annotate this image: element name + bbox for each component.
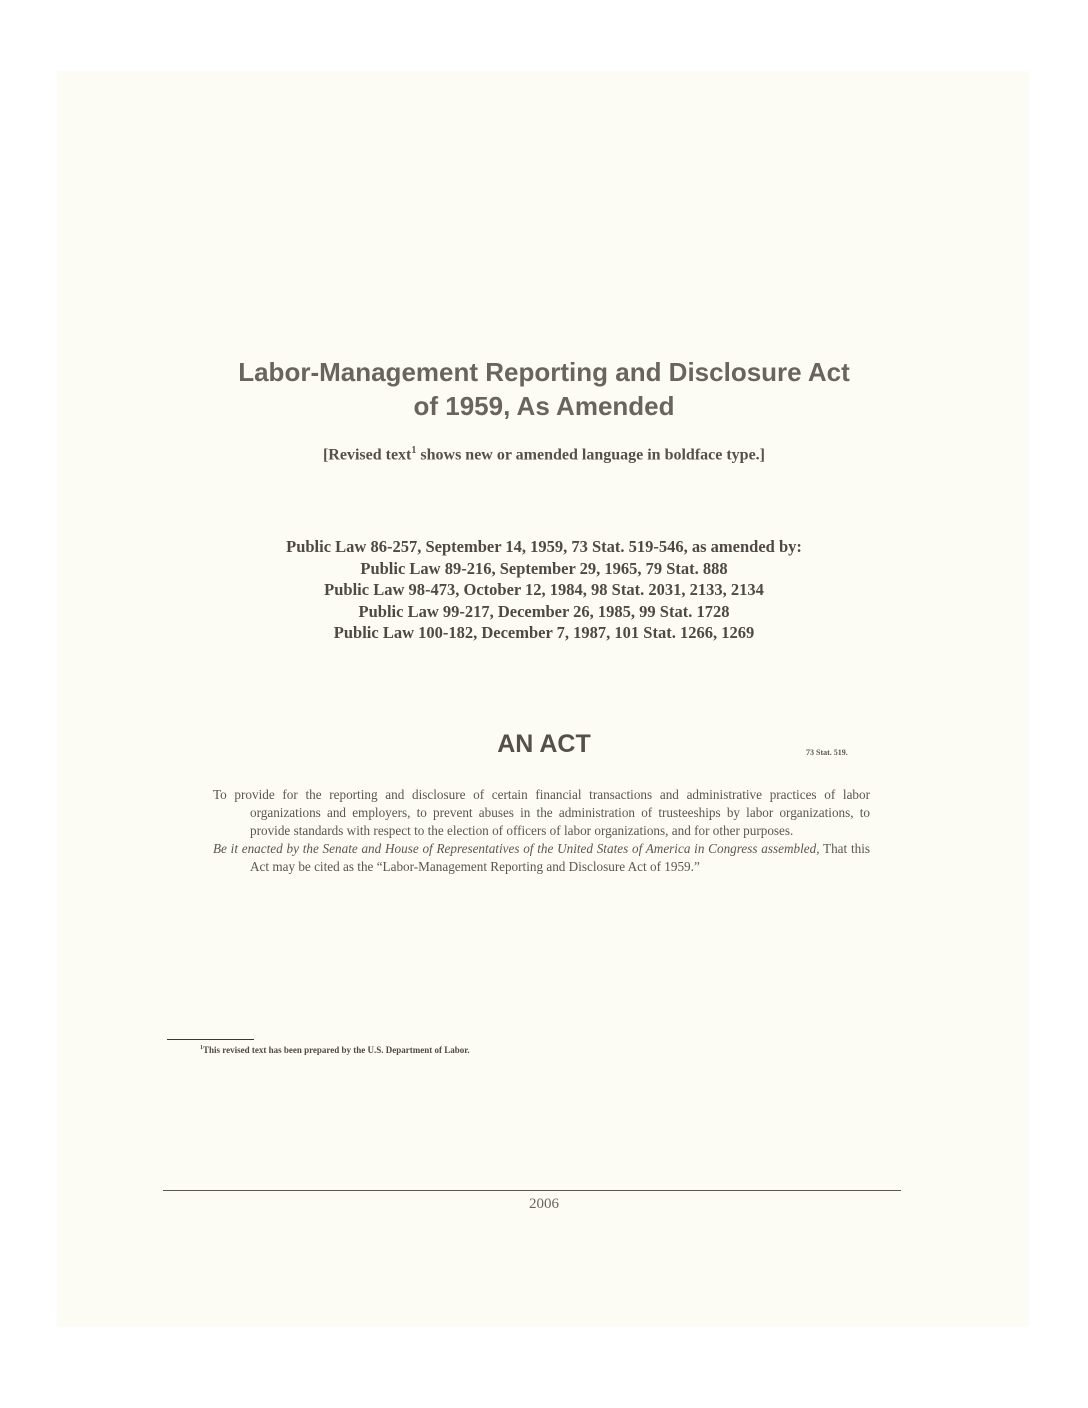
revision-note-text: [Revised text [322, 446, 412, 464]
footnote-marker: 1 [200, 1045, 203, 1051]
footer-divider [163, 1190, 901, 1191]
public-law-list [0, 536, 1088, 644]
purpose-paragraph: To provide for the reporting and disclosure of certain financial transactions and administrative practices of labor organizations and employers, to prevent abuses in the administration of trusteeships by labor organizations, to provide standards with respect to the election of officers of labor organizations, and for other purposes. [213, 787, 870, 838]
document-page [58, 72, 1028, 1326]
enacting-clause [213, 840, 870, 876]
revision-note-text-rest: shows new or amended language in boldface type.] [416, 446, 766, 464]
public-law-line: Public Law 100-182, December 7, 1987, 101 Stat. 1266, 1269 [333, 623, 755, 642]
public-law-line: Public Law 86-257, September 14, 1959, 73 Stat. 519-546, as amended by: [286, 537, 802, 556]
footer-year: 2006 [529, 1196, 559, 1212]
act-body [213, 786, 870, 876]
footnote-text: This revised text has been prepared by the U.S. Department of Labor. [203, 1045, 470, 1055]
title-line-1: Labor-Management Reporting and Disclosure Act [238, 357, 850, 387]
public-law-line: Public Law 98-473, October 12, 1984, 98 Stat. 2031, 2133, 2134 [324, 580, 764, 599]
act-heading: AN ACT [497, 730, 591, 758]
statute-margin-note: 73 Stat. 519. [806, 748, 848, 757]
footnote-divider [167, 1039, 254, 1040]
revision-note [0, 445, 1088, 464]
footnote-reference: 1 [411, 445, 417, 456]
document-title [0, 355, 1088, 423]
title-line-2: of 1959, As Amended [413, 391, 675, 421]
enacting-clause-italic: Be it enacted by the Senate and House of Representatives of the United States of America in Congress assembled, [213, 841, 820, 856]
enacting-clause-text: That this Act may be cited as the “Labor-Management Reporting and Disclosure Act of 1959.” [250, 841, 871, 874]
footnote [200, 1045, 470, 1055]
public-law-line: Public Law 99-217, December 26, 1985, 99 Stat. 1728 [358, 601, 730, 621]
public-law-line: Public Law 89-216, September 29, 1965, 79 Stat. 888 [360, 558, 728, 578]
